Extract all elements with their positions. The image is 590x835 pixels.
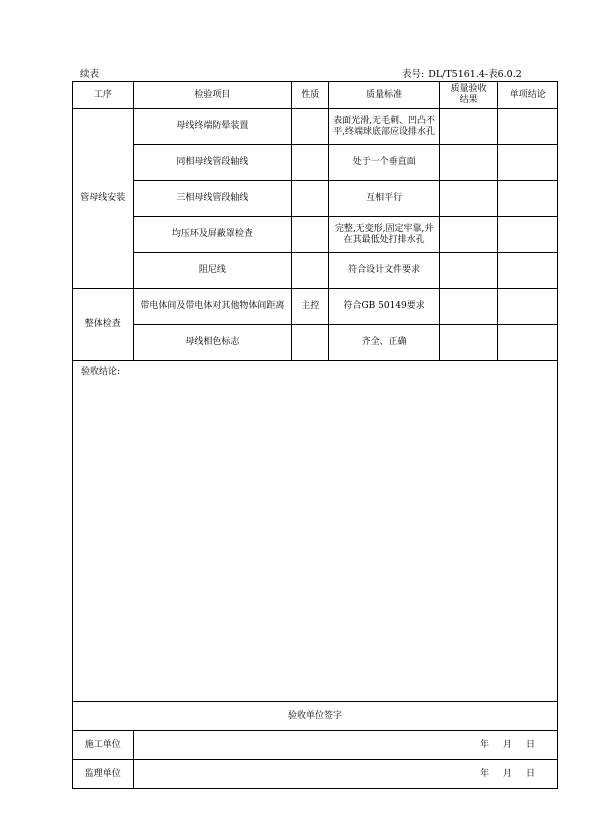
standard-cell: 互相平行 <box>329 181 440 217</box>
standard-cell: 符合设计文件要求 <box>329 253 440 289</box>
date-month: 月 <box>502 768 512 779</box>
col-header-result: 质量验收结果 <box>439 82 497 109</box>
signature-unit-supervision: 监理单位 <box>73 760 134 789</box>
signature-date-field[interactable] <box>133 731 557 760</box>
nature-cell[interactable] <box>292 253 329 289</box>
standard-cell: 处于一个垂直面 <box>329 145 440 181</box>
conclusion-cell[interactable] <box>498 181 558 217</box>
conclusion-cell[interactable] <box>498 289 558 325</box>
conclusion-cell[interactable] <box>498 325 558 361</box>
col-header-nature: 性质 <box>292 82 329 109</box>
table-header-row <box>73 82 558 109</box>
date-month: 月 <box>502 739 512 750</box>
item-cell: 带电体间及带电体对其他物体间距离 <box>133 289 291 325</box>
inspection-table <box>72 81 558 789</box>
signature-row <box>73 760 558 789</box>
nature-cell[interactable]: 主控 <box>292 289 329 325</box>
result-cell[interactable] <box>439 145 497 181</box>
nature-cell[interactable] <box>292 145 329 181</box>
col-header-item: 检验项目 <box>133 82 291 109</box>
table-row <box>73 325 558 361</box>
nature-cell[interactable] <box>292 325 329 361</box>
date-year: 年 <box>479 768 489 779</box>
standard-cell: 齐全、正确 <box>329 325 440 361</box>
item-cell: 三相母线管段轴线 <box>133 181 291 217</box>
table-row <box>73 289 558 325</box>
group-name-busbar-installation: 管母线安装 <box>73 109 134 289</box>
signature-unit-construction: 施工单位 <box>73 731 134 760</box>
nature-cell[interactable] <box>292 109 329 145</box>
col-header-conclusion: 单项结论 <box>498 82 558 109</box>
item-cell: 阻尼线 <box>133 253 291 289</box>
item-cell: 母线终端防晕装置 <box>133 109 291 145</box>
result-cell[interactable] <box>439 289 497 325</box>
result-cell[interactable] <box>439 325 497 361</box>
form-number-value: DL/T5161.4-表6.0.2 <box>428 69 522 80</box>
form-number-label: 表号: <box>402 69 425 80</box>
table-row <box>73 253 558 289</box>
form-number <box>402 66 526 80</box>
standard-cell: 完整,无变形,固定牢靠,并在其最低处打排水孔 <box>329 217 440 253</box>
signature-date-field[interactable] <box>133 760 557 789</box>
signature-title-row <box>73 702 558 731</box>
conclusion-row <box>73 361 558 702</box>
table-row <box>73 109 558 145</box>
table-row <box>73 217 558 253</box>
table-row <box>73 145 558 181</box>
result-cell[interactable] <box>439 181 497 217</box>
col-header-process: 工序 <box>73 82 134 109</box>
nature-cell[interactable] <box>292 181 329 217</box>
conclusion-cell[interactable] <box>498 109 558 145</box>
table-row <box>73 181 558 217</box>
conclusion-cell[interactable] <box>498 217 558 253</box>
acceptance-conclusion-area[interactable] <box>73 361 558 702</box>
acceptance-conclusion-label: 验收结论: <box>81 367 121 377</box>
date-day: 日 <box>525 739 535 750</box>
standard-cell: 表面光滑,无毛刺、凹凸不平,终端球底部应设排水孔 <box>329 109 440 145</box>
signature-row <box>73 731 558 760</box>
col-header-standard: 质量标准 <box>329 82 440 109</box>
conclusion-cell[interactable] <box>498 253 558 289</box>
result-cell[interactable] <box>439 253 497 289</box>
standard-cell: 符合GB 50149要求 <box>329 289 440 325</box>
item-cell: 母线相色标志 <box>133 325 291 361</box>
date-year: 年 <box>479 739 489 750</box>
date-day: 日 <box>525 768 535 779</box>
nature-cell[interactable] <box>292 217 329 253</box>
signature-title: 验收单位签字 <box>73 702 558 731</box>
item-cell: 同相母线管段轴线 <box>133 145 291 181</box>
group-name-overall-check: 整体检查 <box>73 289 134 361</box>
item-cell: 均压环及屏蔽罩检查 <box>133 217 291 253</box>
result-cell[interactable] <box>439 217 497 253</box>
conclusion-cell[interactable] <box>498 145 558 181</box>
result-cell[interactable] <box>439 109 497 145</box>
continued-label: 续表 <box>80 69 100 80</box>
